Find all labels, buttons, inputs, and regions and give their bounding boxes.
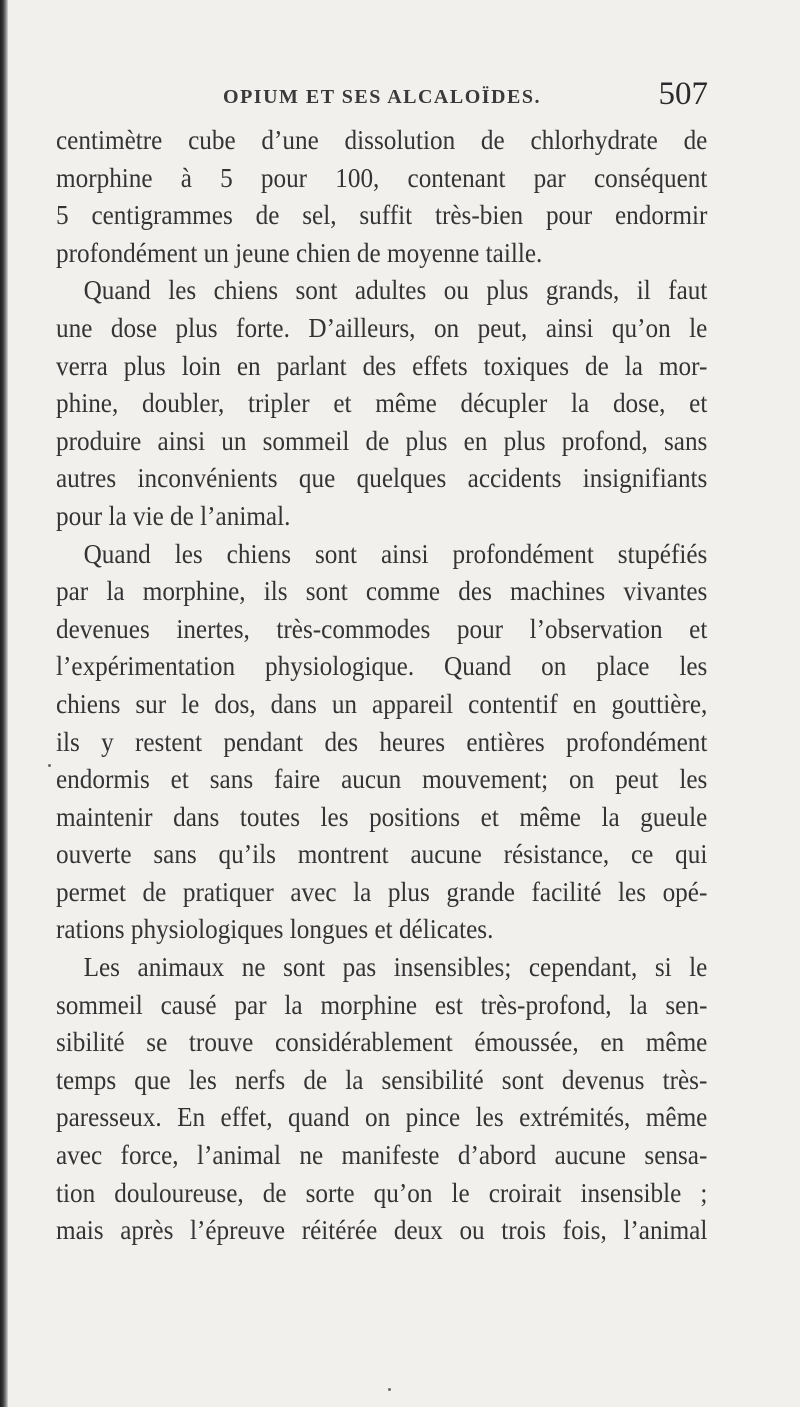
- text-line: phine, doubler, tripler et même décupler la dose, et: [56, 388, 708, 419]
- text-line: par la morphine, ils sont comme des machines vivantes: [56, 576, 708, 607]
- page-binding-edge: [0, 0, 8, 1407]
- text-line: centimètre cube d’une dissolution de chlorhydrate de: [56, 125, 708, 155]
- page-number: 507: [658, 76, 708, 112]
- running-head: [56, 72, 708, 116]
- text-line: tion douloureuse, de sorte qu’on le croirait insensible ;: [56, 1177, 708, 1208]
- paragraph: [56, 122, 707, 272]
- book-page: [56, 72, 708, 1372]
- text-line: mais après l’épreuve réitérée deux ou trois fois, l’animal: [56, 1215, 708, 1246]
- text-line: Les animaux ne sont pas insensibles; cependant, si le: [83, 952, 708, 983]
- paragraph: [56, 536, 707, 950]
- text-line: maintenir dans toutes les positions et même la gueule: [56, 801, 708, 832]
- text-line: avec force, l’animal ne manifeste d’abord aucune sensa-: [56, 1140, 708, 1171]
- text-line: rations physiologiques longues et délicates.: [56, 914, 494, 945]
- text-line: morphine à 5 pour 100, contenant par conséquent: [56, 162, 708, 193]
- text-line: endormis et sans faire aucun mouvement; on peut les: [56, 764, 708, 795]
- body-text: [56, 122, 707, 1250]
- print-speck: [388, 1388, 391, 1391]
- text-line: temps que les nerfs de la sensibilité sont devenus très-: [56, 1064, 708, 1095]
- text-line: sibilité se trouve considérablement émoussée, en même: [56, 1027, 708, 1058]
- text-line: ouverte sans qu’ils montrent aucune résistance, ce qui: [56, 839, 708, 870]
- paragraph: [56, 272, 707, 535]
- text-line: profondément un jeune chien de moyenne taille.: [56, 237, 543, 268]
- text-line: pour la vie de l’animal.: [56, 500, 291, 531]
- text-line: devenues inertes, très-commodes pour l’observation et: [56, 613, 708, 644]
- text-line: 5 centigrammes de sel, suffit très-bien pour endormir: [56, 200, 708, 231]
- text-line: produire ainsi un sommeil de plus en plus profond, sans: [56, 425, 708, 456]
- text-line: verra plus loin en parlant des effets toxiques de la mor-: [56, 350, 708, 381]
- text-line: Quand les chiens sont ainsi profondément stupéfiés: [83, 538, 708, 569]
- text-line: permet de pratiquer avec la plus grande facilité les opé-: [56, 876, 708, 907]
- text-line: ils y restent pendant des heures entières profondément: [56, 726, 708, 757]
- text-line: Quand les chiens sont adultes ou plus grands, il faut: [83, 275, 708, 306]
- text-line: chiens sur le dos, dans un appareil contentif en gouttière,: [56, 688, 708, 719]
- text-line: une dose plus forte. D’ailleurs, on peut, ainsi qu’on le: [56, 312, 708, 343]
- text-line: l’expérimentation physiologique. Quand on place les: [56, 651, 708, 682]
- text-line: paresseux. En effet, quand on pince les extrémités, même: [56, 1102, 708, 1133]
- running-title: OPIUM ET SES ALCALOÏDES.: [223, 86, 541, 108]
- print-speck: [48, 764, 51, 767]
- paragraph: [56, 949, 707, 1250]
- text-line: autres inconvénients que quelques accidents insignifiants: [56, 463, 708, 494]
- text-line: sommeil causé par la morphine est très-profond, la sen-: [56, 989, 708, 1020]
